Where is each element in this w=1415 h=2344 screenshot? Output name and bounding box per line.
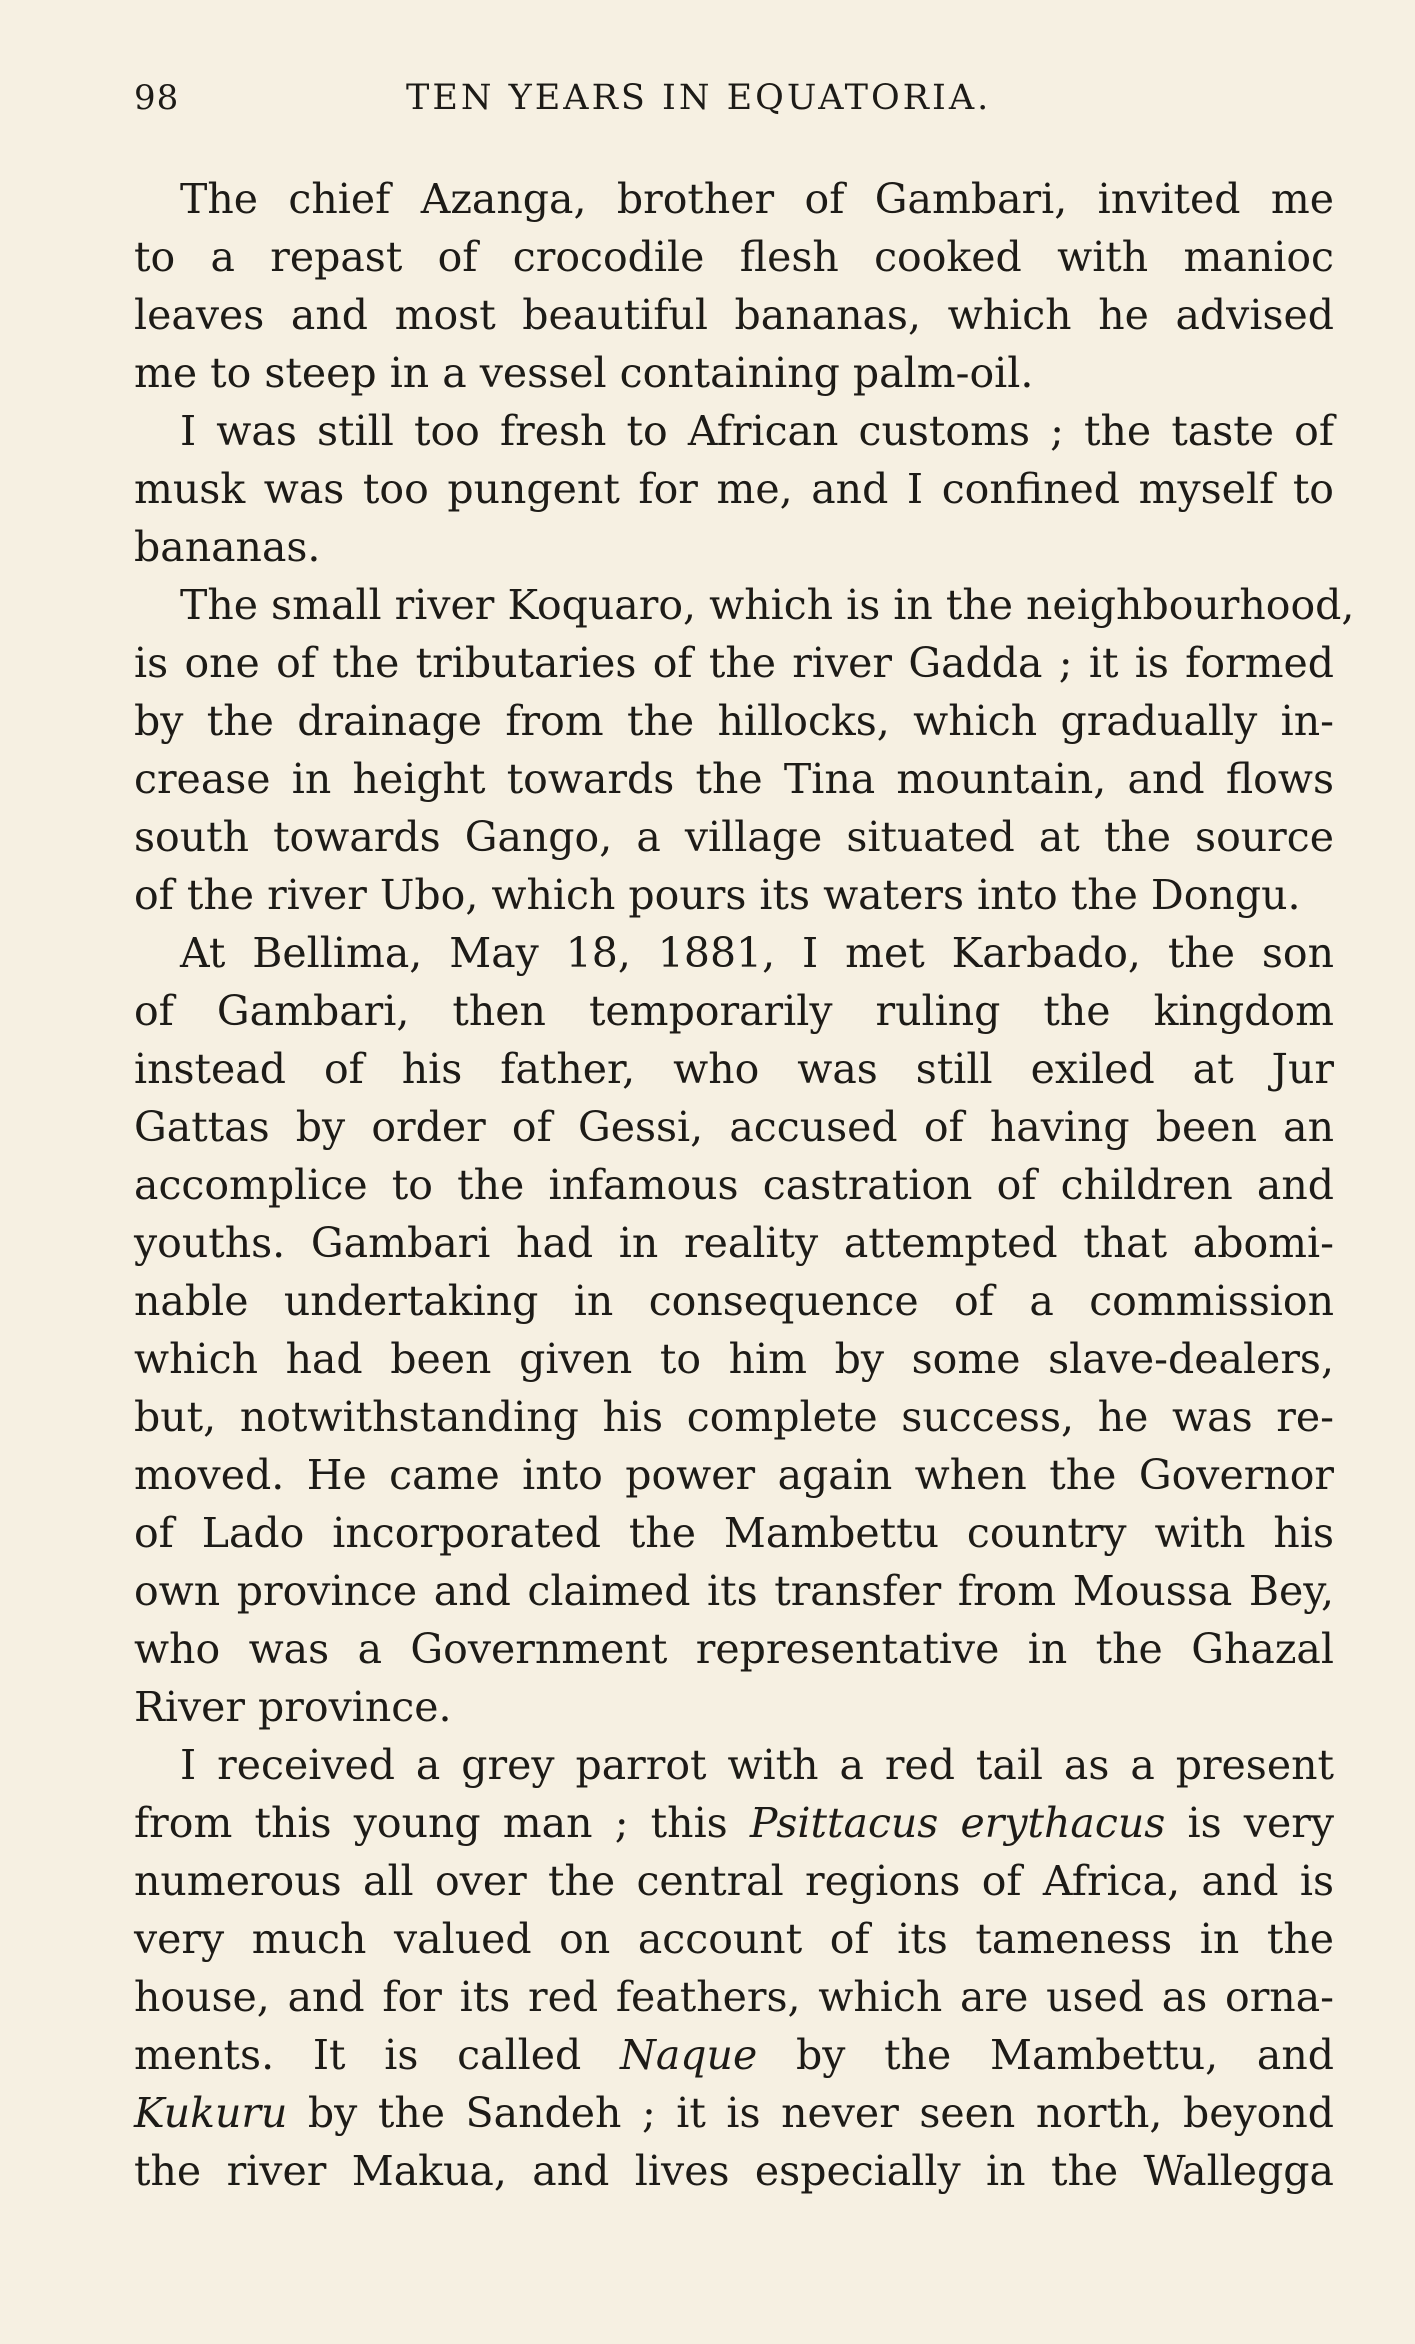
text-line	[134, 2084, 1334, 2142]
text-line	[134, 2026, 1334, 2084]
text-line: instead of his father, who was still exiled at Jur	[134, 1045, 1334, 1093]
text-line: River province.	[134, 1683, 452, 1731]
italic-term: Naque	[619, 2031, 758, 2079]
text-line: is one of the tributaries of the river Gadda ; it is formed	[134, 639, 1334, 687]
text-run: ments. It is called	[134, 2031, 620, 2079]
text-line: musk was too pungent for me, and I confined myself to	[134, 465, 1334, 513]
running-title: TEN YEARS IN EQUATORIA.	[406, 78, 992, 118]
text-line: own province and claimed its transfer from Moussa Bey,	[134, 1567, 1334, 1615]
text-line: nable undertaking in consequence of a commission	[134, 1277, 1334, 1325]
text-line: leaves and most beautiful bananas, which he advised	[134, 291, 1334, 339]
text-line: youths. Gambari had in reality attempted that abomi-	[134, 1219, 1334, 1267]
page-number: 98	[134, 78, 180, 118]
text-line: of Lado incorporated the Mambettu country with his	[134, 1509, 1334, 1557]
text-line: to a repast of crocodile flesh cooked with manioc	[134, 233, 1334, 281]
text-run: from this young man ; this	[134, 1799, 750, 1847]
text-line: of the river Ubo, which pours its waters into the Dongu.	[134, 871, 1301, 919]
text-line: who was a Government representative in the Ghazal	[134, 1625, 1334, 1673]
text-line: by the drainage from the hillocks, which gradually in-	[134, 697, 1334, 745]
text-line: south towards Gango, a village situated at the source	[134, 813, 1334, 861]
body-text	[134, 170, 1355, 2200]
text-line: I received a grey parrot with a red tail as a present	[180, 1741, 1334, 1789]
text-line: house, and for its red feathers, which are used as orna-	[134, 1973, 1334, 2021]
text-line: Gattas by order of Gessi, accused of having been an	[134, 1103, 1334, 1151]
text-run: is very	[1165, 1799, 1334, 1847]
text-line: of Gambari, then temporarily ruling the kingdom	[134, 987, 1334, 1035]
italic-term: Psittacus erythacus	[749, 1799, 1166, 1847]
running-head	[134, 78, 1334, 128]
text-line: numerous all over the central regions of Africa, and is	[134, 1857, 1334, 1905]
text-line: The small river Koquaro, which is in the neighbourhood,	[180, 581, 1355, 629]
text-line: moved. He came into power again when the Governor	[134, 1451, 1334, 1499]
text-line: bananas.	[134, 523, 321, 571]
text-line: but, notwithstanding his complete success, he was re-	[134, 1393, 1334, 1441]
text-line: the river Makua, and lives especially in the Wallegga	[134, 2147, 1334, 2195]
text-run: by the Mambettu, and	[757, 2031, 1334, 2079]
text-line: crease in height towards the Tina mountain, and flows	[134, 755, 1334, 803]
text-line: At Bellima, May 18, 1881, I met Karbado, the son	[180, 929, 1334, 977]
text-line: very much valued on account of its tameness in the	[134, 1915, 1334, 1963]
text-line: accomplice to the infamous castration of children and	[134, 1161, 1334, 1209]
italic-term: Kukuru	[134, 2089, 288, 2137]
text-line	[134, 1794, 1334, 1852]
text-line: I was still too fresh to African customs ; the taste of	[180, 407, 1334, 455]
text-line: which had been given to him by some slave-dealers,	[134, 1335, 1334, 1383]
text-run: by the Sandeh ; it is never seen north, beyond	[287, 2089, 1334, 2137]
text-line: me to steep in a vessel containing palm-oil.	[134, 349, 1034, 397]
text-line: The chief Azanga, brother of Gambari, invited me	[180, 175, 1334, 223]
